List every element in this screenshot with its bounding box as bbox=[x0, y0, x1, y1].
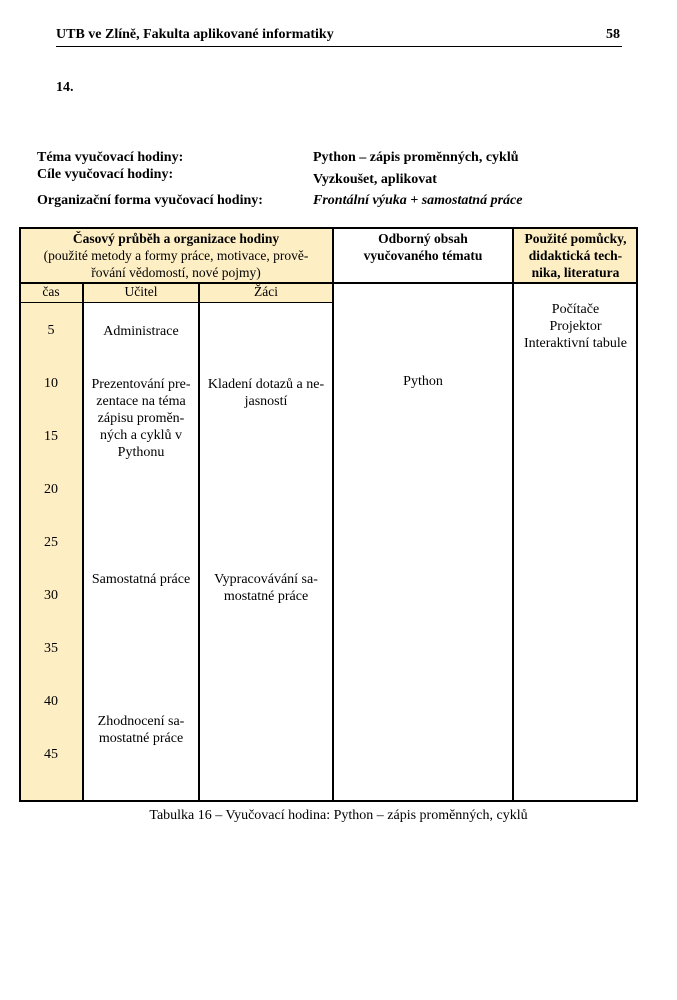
col2-header bbox=[333, 230, 513, 264]
subheader-time: čas bbox=[42, 284, 60, 299]
goals-value: Vyzkoušet, aplikovat bbox=[313, 172, 437, 187]
teacher-evaluation-line1: Zhodnocení sa- bbox=[97, 714, 185, 729]
students-work-line1: Vypracovávání sa- bbox=[214, 572, 318, 587]
time-40: 40 bbox=[44, 694, 58, 709]
col1-header-line2: (použité metody a formy práce, motivace, prově- bbox=[43, 248, 309, 263]
form-value: Frontální výuka + samostatná práce bbox=[313, 193, 523, 208]
col3-header-line2: didaktická tech- bbox=[528, 248, 623, 263]
form-label: Organizační forma vyučovací hodiny: bbox=[37, 193, 263, 208]
time-45: 45 bbox=[44, 747, 58, 762]
students-questions-line2: jasností bbox=[244, 394, 288, 409]
teacher-presentation-line5: Pythonu bbox=[117, 445, 165, 460]
teacher-presentation-line1: Prezentování pre- bbox=[91, 377, 191, 392]
students-questions-line1: Kladení dotazů a ne- bbox=[207, 377, 325, 392]
teacher-evaluation-line2: mostatné práce bbox=[98, 731, 184, 746]
time-30: 30 bbox=[44, 588, 58, 603]
tool-interactive-board: Interaktivní tabule bbox=[523, 336, 628, 351]
teacher-evaluation bbox=[83, 713, 199, 747]
time-15: 15 bbox=[44, 429, 58, 444]
teacher-presentation-line3: zápisu proměn- bbox=[97, 411, 185, 426]
col1-header-line3: řování vědomostí, nové pojmy) bbox=[91, 265, 261, 280]
col1-header-title: Časový průběh a organizace hodiny bbox=[72, 231, 280, 246]
header-rule bbox=[56, 46, 622, 47]
topic-value: Python – zápis proměnných, cyklů bbox=[313, 150, 519, 165]
col3-header-line3: nika, literatura bbox=[531, 265, 620, 280]
header-title: UTB ve Zlíně, Fakulta aplikované informatiky bbox=[56, 27, 334, 42]
students-work bbox=[199, 571, 333, 605]
col1-header bbox=[19, 230, 333, 281]
time-20: 20 bbox=[44, 482, 58, 497]
col2-header-line1: Odborný obsah bbox=[378, 231, 468, 246]
students-work-line2: mostatné práce bbox=[223, 589, 309, 604]
tools-list bbox=[513, 301, 638, 352]
teacher-presentation-line2: zentace na téma bbox=[96, 394, 186, 409]
subheader-students: Žáci bbox=[254, 284, 278, 299]
col3-header bbox=[513, 230, 638, 281]
tool-projector: Projektor bbox=[549, 319, 602, 334]
teacher-administration: Administrace bbox=[103, 324, 179, 339]
col2-header-line2: vyučovaného tématu bbox=[363, 248, 483, 263]
teacher-presentation bbox=[83, 376, 199, 461]
col3-header-line1: Použité pomůcky, bbox=[524, 231, 627, 246]
goals-label: Cíle vyučovací hodiny: bbox=[37, 167, 174, 182]
lesson-number: 14. bbox=[56, 80, 74, 95]
tool-computers: Počítače bbox=[551, 302, 600, 317]
time-5: 5 bbox=[47, 323, 55, 338]
time-25: 25 bbox=[44, 535, 58, 550]
teacher-independent-work: Samostatná práce bbox=[91, 572, 191, 587]
topic-label: Téma vyučovací hodiny: bbox=[37, 150, 184, 165]
subheader-teacher: Učitel bbox=[124, 284, 158, 299]
table-caption: Tabulka 16 – Vyučovací hodina: Python – zápis proměnných, cyklů bbox=[149, 808, 528, 823]
students-questions bbox=[199, 376, 333, 410]
content-python: Python bbox=[403, 374, 443, 389]
col-divider-content bbox=[332, 227, 334, 802]
subheader-rule-row bbox=[19, 302, 334, 303]
teacher-presentation-line4: ných a cyklů v bbox=[99, 428, 183, 443]
time-10: 10 bbox=[44, 376, 58, 391]
time-35: 35 bbox=[44, 641, 58, 656]
page-number: 58 bbox=[606, 27, 620, 42]
